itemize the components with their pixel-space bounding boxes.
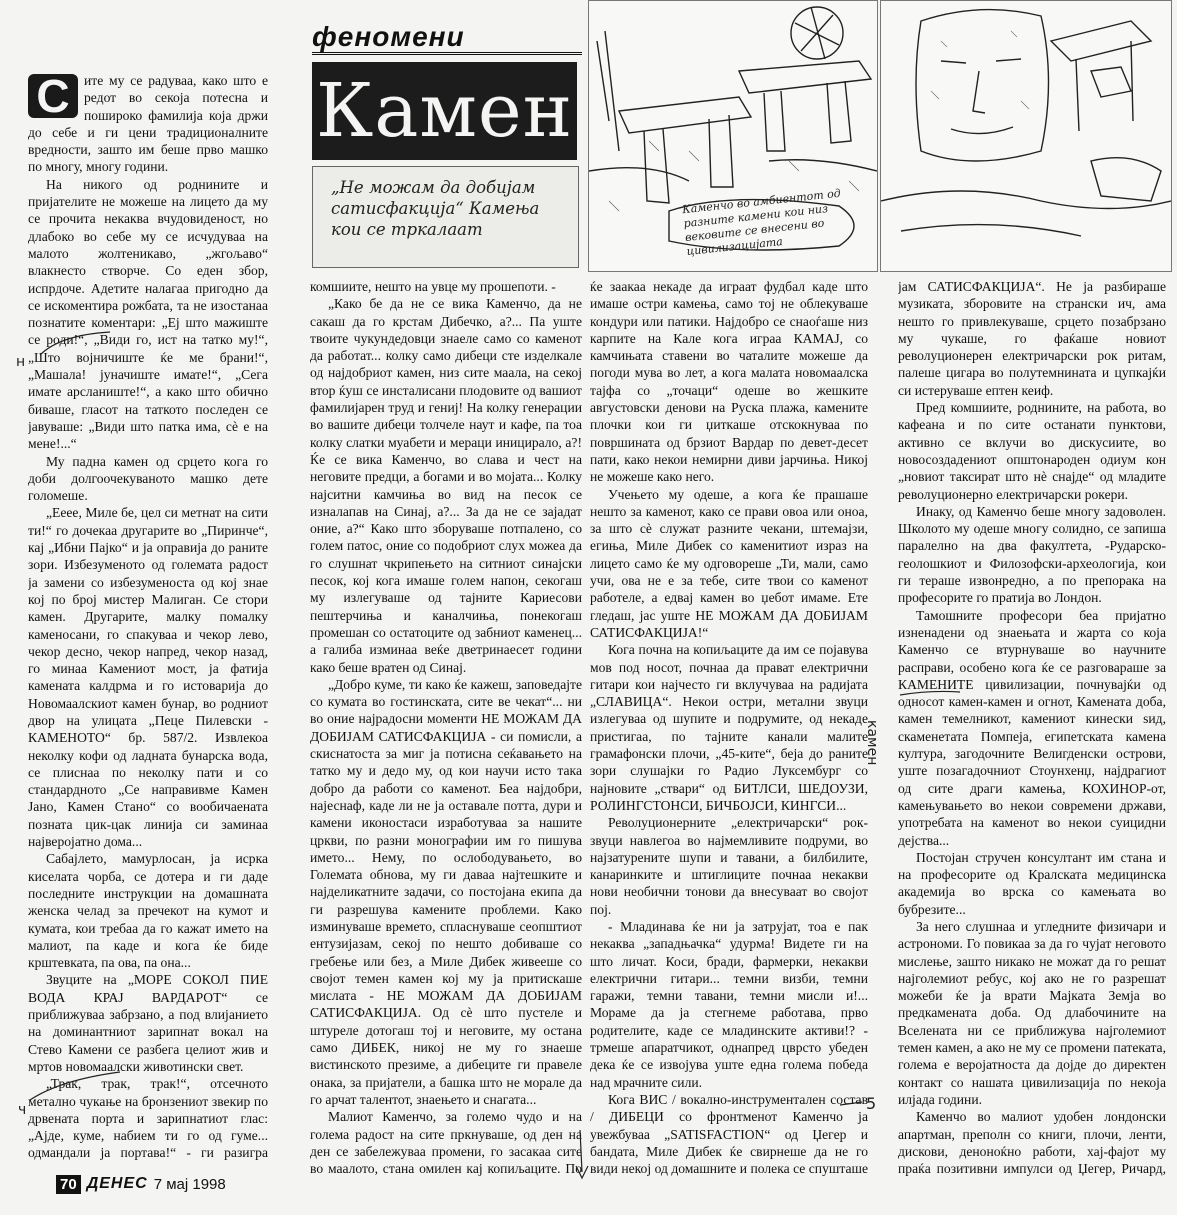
paragraph: ќе заакаа некаде да играат фудбал каде што имаше остри камења, само тој не облекуваше кондури или патики. Најдобро се снаоѓаше низ карпите на Кале кога играа КАМАЈ, со камчињата ставени во чаталите можеше да погоди мува во лет, а кога малата новомаалска тајфа со „точаци“ одеше во жешките августовски денови на Руска плажа, камените плочки кои ги џиткаше отскокнуваа по површината од брзиот Вардар по девет-десет пати, како некои немирни диви јарчиња. Никој не можеше како него.	[590, 279, 868, 485]
paragraph: јам САТИСФАКЦИЈА“. Не ја разбираше музиката, зборовите на странски ич, ама нешто го привлекуваше, срцето позабрзано му чукаше, го фаќаше новиот револуционерен електричарски рок ритам, палеше цигара во полутемнината и цупкајќи си истеруваше ептен кеиф.	[898, 279, 1166, 398]
page-number: 70	[56, 1175, 81, 1194]
magazine-name: ДЕНЕС	[86, 1175, 148, 1192]
handwritten-mark: ч	[18, 1102, 27, 1118]
handwritten-mark: н	[16, 354, 26, 370]
article-subtitle: „Не можам да добијам сатисфакција“ Камења кои се тркалаат	[331, 178, 540, 239]
pen-stroke	[30, 1072, 120, 1100]
paragraph: „Како бе да не се вика Каменчо, да не сакаш да го крстам Дибечко, а?... Па уште твоите чукундедовци знаеле само со каменот да работат... колку само дибеци сте изделкале од најдобриот камен, низ сите маала, на секој втор ќуш се инсталисани плодовите од вашиот фамилијарен труд и гениј! На колку генерации во вашите дибеци толчеле наут и кафе, па тоа колку слатки муабети и мераци иницирало, а?! Ќе се вика Каменчо, во слава и чест на неговите предци, а богами и во мојата... Колку најситни камчиња во вид на песок се изналапав на Синај, а?... За да не се заjадат оние, а?“ Како што зборуваше потпалено, со голем патос, оние со подобриот слух можеа да го слушнат чкрипењето на ситниот синајски песок, кој кога имаше голем напон, секогаш му излегуваше од тајните Кариесови пештерчиња и каналчиња, понекогаш промешан со остатоците од забниот каменец... а галиба изминаа веќе дветринаесет години како беше вратен од Синај.	[310, 296, 582, 675]
paragraph: Звуците на „МОРЕ СОКОЛ ПИЕ ВОДА КРАЈ ВАРДАРОТ“ се приближуваа забрзано, а под влијанието на доминантниот зарипнат вокал на Стево Камени се разбега целиот жив и мртов новомаалски животински свет.	[28, 972, 268, 1074]
paragraph: Кога ВИС / вокално-инструментален состав / ДИБЕЦИ со фронтменот Каменчо ја увежбуваа „SATISFACTION“ од Џегер и бандата, Миле Дибек ќе свирнеше да не го види некој од домашните и полека се спушташе	[590, 1091, 868, 1177]
paragraph: „Добро куме, ти како ќе кажеш, заповедајте со кумата во гостинската, сите ве чекат“... ни во оние најрадосни моменти НЕ МОЖАМ ДА ДОБИЈАМ САТИСФАКЦИЈА - си помисли, а скиснатоста за миг ја потисна сеќавањето на татко му и дедо му, од кои научи исто така добро да работи со каменот. Беа најдобри, најеснаф, каде ли не ја оставале потта, дури и камени иконостаси изработуваа за нашите цркви, по разни монографии им го пишува името... Нему, по ослободувањето, во Големата обнова, му ги даваа најтешките и најделикатните задачи, со постојана екипа да ги разрешува камените проблеми. Како изминуваше времето, спласнуваше сеопштиот ентузијазам, секој по нешто добиваше со гребење или без, а Миле Дибек живееше со својот темен камен кој му ја притискаше мислата - НЕ МОЖАМ ДА ДОБИЈАМ САТИСФАКЦИЈА. Од сè што пустеле и штуреле дотогаш тој и неговите, му остана само ДИБЕК, никој не му го знаеше вистинското презиме, а дибеците ги правеле онака, за пријатели, а башка што не морале да го арчат талентот, знаењето и снагата...	[310, 676, 582, 1107]
paragraph: - Младинава ќе ни ја затрујат, тоа е пак некаква „западњачка“ удурма! Видете ги на што личат. Коси, бради, фармерки, некакви електрични гитари... темни визби, темни гаражи, темни тавани, темни мисли и!... Мораме да ја стегнеме работава, прво родителите, каде се младинските активи!? - трмеше апаратчикот, однапред цврсто убеден дека ќе се извојува уште една голема победа над мрачните сили.	[590, 918, 868, 1090]
paragraph: Инаку, од Каменчо беше многу задоволен. Школото му одеше многу солидно, се запиша паралелно на два факултета, -Рударско-геолошкиот и Филозофски-археологија, кои ги тераше извонредно, а по препорака на професорите го пратија во Лондон.	[898, 503, 1166, 606]
handwritten-mark: камен	[864, 720, 880, 766]
paragraph: Пред комшиите, роднините, на работа, во кафеана и по сите останати пунктови, активно се вклучи во дискусиите, во новосоздадениот општонароден одиум кон „новиот таксират што нè снајде“ од младите револуционерно електричарски рокери.	[898, 400, 1166, 502]
paragraph: Му падна камен од срцето кога го доби долгоочекуваното машко дете голомеше.	[28, 453, 268, 504]
paragraph: Постојан стручен консултант им стана и на професорите од Кралската медицинска академија во врска со камењата во бубрезите...	[898, 849, 1166, 917]
paragraph: Малиот Каменчо, за големо чудо и на голема радост на сите пркнуваше, од ден на ден се забележуваа промени, го засакаа сите во маалото, стана омилен кај копиљаците. По	[310, 1109, 582, 1177]
paragraph: Револуционерните „електричарски“ рок-звуци навлегоа во најмемливите подруми, во најзатурените шупи и тавани, а билбилите, канаринките и штиглиците почнаа некакви нови необични тонови да внесуваат во својот пој.	[590, 815, 868, 917]
illustration-caption: Каменчо во амбиентот од разните камени кои низ вековите се внесени во цивилизацијата	[681, 186, 842, 258]
page-footer	[56, 1172, 226, 1196]
paragraph: За него слушнаа и угледните физичари и астрономи. Го повикаа за да го чујат неговото мислење, зашто никако не можат да го решат најголемиот ребус, кој ако не го разрешат можеби ќе ја врати Мајката Земја во предкамената доба. Од длабочините на Вселената ни се приближува најголемиот темен камен, а ако не му се промени патеката, голема е веројатноста да дојде до директен контакт со нашата цивилизација по некоја илјада години.	[898, 918, 1166, 1107]
paragraph: Учењето му одеше, а кога ќе прашаше нешто за каменот, како се прави овоа или онoа, за што сè служат разните чекани, штемајзи, егиња, Миле Дибек со каменитиот израз на лицето само ќе му одговореше „Ти, мали, само учи, ова не е за тебе, сите твои со каменот работеле, а едвај камен во џебот имаме. Ете гледаш, јас уште НЕ МОЖАМ ДА ДОБИЈАМ САТИСФАКЦИЈА!“	[590, 486, 868, 640]
pen-stroke	[840, 1102, 862, 1105]
paragraph: На никого од роднините и пријателите не можеше на лицето да му се прочита некаква вчудовиденост, но длабоко во себе му се исчудуваа на малото жолтеникаво, „жгољаво“ влакнесто створче. Со еден збор, испрдоче. Адетите налагаа пригодно да се искоментира рожбата, та не изостанаа познатите коментари: „Еј што мажиште се роди!“, „Види го, ист на татко му!“, „Што војничиште ќе ме брани!“, „Машала! јуначиште имате!“, „Сега имате арсланиште!“, а како што обично биваше, гласот на таткото последен се јавуваше: „Види што патка има, сè е на мене!...“	[28, 176, 268, 452]
paragraph: Тамошните професори беа пријатно изненадени од знаењата и жарта со која Каменчо се втурнуваше во научните расправи, особено кога ќе се разговараше за КАМЕНИТЕ цивилизации, почнувајќи од односот камен-камен и огнот, Камената доба, камен темелникот, камениот кинески ѕид, скаменетата Помпеја, египетската камена култура, загодочните Велигденски острови, уште позагадочниот Стоунхенџ, најдрагиот од сите драги камења, КОХИНОР-от, камењувањето во некои современи држави, употребата на каменот во некои суицидни дејства...	[898, 607, 1166, 848]
article-title: Камен	[312, 62, 577, 160]
paragraph: Сабајлето, мамурлосан, ја исрка киселата чорба, се дотера и ги даде последните инструкции на домашната женска челад за пречекот на кумот и кумата, кои требаа да го кажат името на малиот, па каде и кога ќе биде крштевката, па ова, па она...	[28, 851, 268, 971]
paragraph: „Ееее, Миле бе, цел си метнат на сити ти!“ го дочекаа другарите во „Пиринче“, кај „Ибни Пајко“ и ја оправија до раните зори. Избезуменото од големата радост ја замени со избезуменоста од кој знае кој по број мистер Малиган. Се стори камен. Другарите, малку помалку каменосани, го спакуваа и чекор лево, чекор десно, чекор напред, чекор назад, го минаа Камениот мост, ја фатија камената калдрма и го истоварија до Новомаалскиот камен бунар, во родниот двор на улицата „Пеце Пилевски - КАМЕНОТО“ бр. 587/2. Извлекоа неколку кофи од ладната бунарска вода, се плиснаа по неколку пати и со стандардното „Се направивме Камен Јано, Камен Стано“ со вообичаената позната цик-цак линија си заминаа најверојатно дома...	[28, 505, 268, 850]
pen-stroke	[40, 332, 110, 355]
handwritten-mark: 5	[866, 1094, 877, 1113]
section-rubric: феномени	[312, 22, 582, 55]
dropcap: С	[28, 74, 78, 118]
pen-arrow	[576, 1130, 588, 1178]
paragraph: комшиите, нешто на увце му прошепоти. -	[310, 279, 556, 294]
paragraph: С ите му се радуваа, како што е редот во секоја потесна и пошироко фамилија која држи до себе и ги цени традиционалните вредности, зашто им беше прво машко по многу, многу години.	[28, 72, 268, 175]
issue-date: 7 мај 1998	[153, 1175, 226, 1193]
pen-stroke	[900, 691, 960, 695]
paragraph: Каменчо во малиот удобен лондонски апартман, преполн со книги, плочи, ленти, дискови, деноноќно работи, хај-фајот му праќа позитивни импулси од Џегер, Ричард,	[898, 1109, 1166, 1177]
paragraph: „Трак, трак, трак!“, отсечното метално чукање на бронзениот звекир по дрвената порта и зарипнатиот глас: „Ајде, куме, набием ти го од гуме... одмандали ја портава!“ - ги разигра	[28, 1076, 268, 1161]
paragraph: Кога почна на копиљаците да им се појавува мов под носот, почнаа да прават електрични гитари кои најчесто ги вклучуваа на радијата „СЛАВИЦА“. Некои остри, метални звуци излегуваа од шупите и подрумите, од некаде пристигаа, по тајните канали малите грамафонски плочи, „45-ките“, беја до раните зори слушаjки го Радио Луксембург со најновите „ствари“ од БИТЛСИ, ШЕДОУЗИ, РОЛИНГСТОНСИ, БИЧБОЈСИ, КИНГСИ...	[590, 642, 868, 813]
